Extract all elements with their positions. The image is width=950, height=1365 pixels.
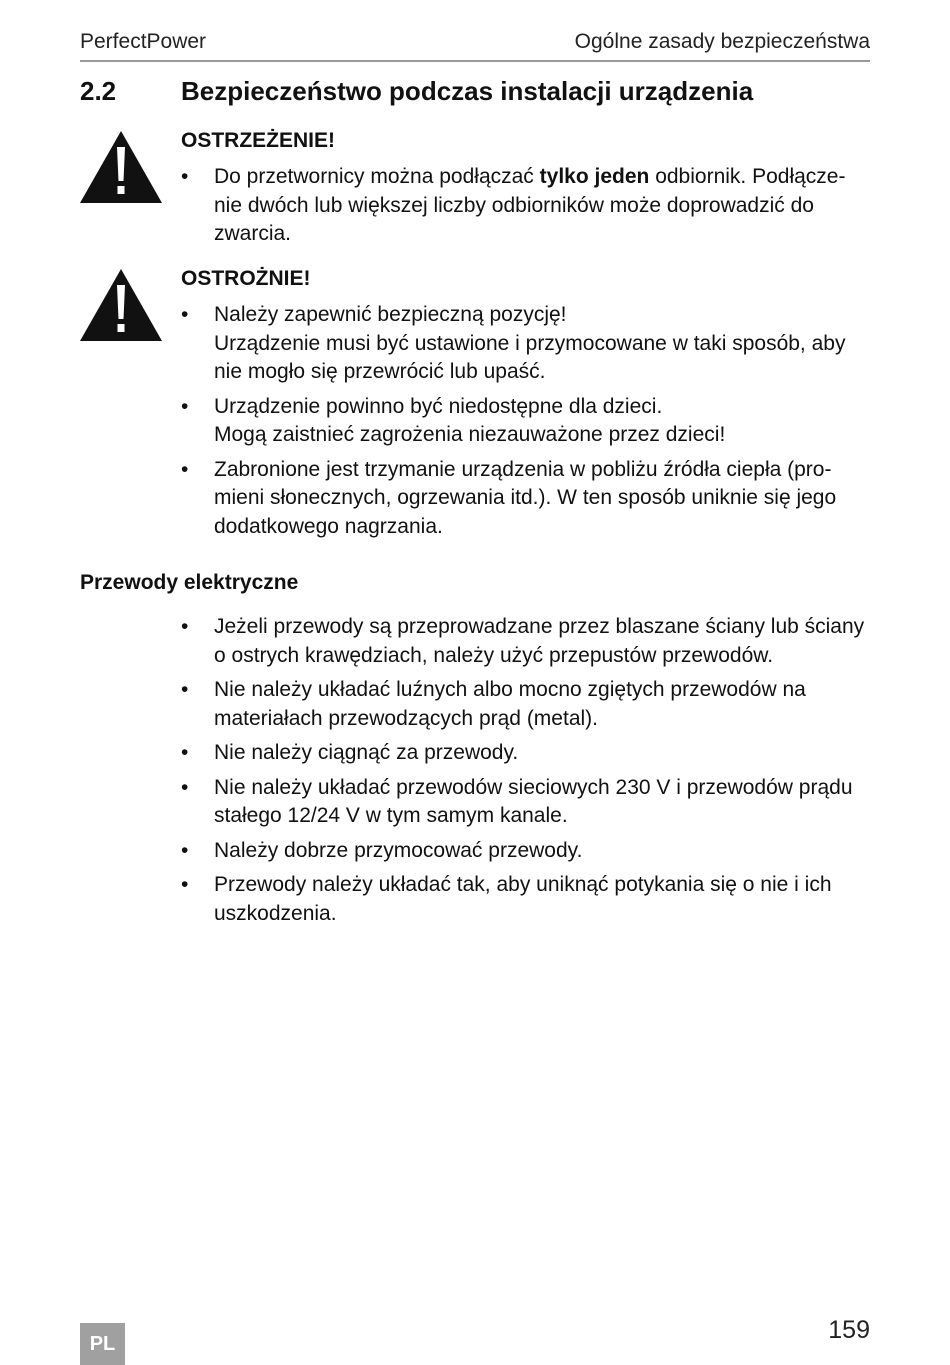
list-item-line: Urządzenie powinno być niedostępne dla dzieci. (214, 394, 663, 418)
warning-triangle-icon (80, 269, 162, 341)
list-item-line (214, 163, 873, 192)
list-item-line: Należy zapewnić bezpieczną pozycję! (214, 303, 567, 326)
list-item-line: Zabronione jest trzymanie urządzenia w pobliżu źródła ciepła (pro- (214, 457, 832, 481)
language-tab: PL (80, 1323, 125, 1365)
warning-triangle-icon (80, 131, 162, 203)
header-chapter-title: Ogólne zasady bezpieczeństwa (574, 30, 870, 53)
list-item (181, 613, 873, 670)
list-item (181, 676, 873, 733)
list-item-line: materiałach przewodzących prąd (metal). (214, 706, 598, 730)
cables-block (181, 613, 873, 934)
cables-list (181, 613, 873, 928)
list-item-line: Nie należy układać luźnych albo mocno zgiętych przewodów na (214, 678, 806, 701)
list-item-line: Mogą zaistnieć zagrożenia niezauważone przez dzieci! (214, 423, 726, 446)
section-title-text: Bezpieczeństwo podczas instalacji urządzenia (181, 76, 754, 106)
list-item-line: uszkodzenia. (214, 901, 337, 925)
bullet-mark: • (181, 741, 189, 764)
list-item (181, 456, 873, 542)
caution-heading: OSTROŻNIE! (181, 267, 311, 290)
list-item (181, 163, 873, 249)
cables-heading: Przewody elektryczne (80, 571, 299, 594)
bullet-mark: • (181, 457, 189, 481)
warning-block (181, 127, 873, 255)
bullet-mark: • (181, 775, 189, 799)
bullet-mark: • (181, 303, 189, 326)
bullet-mark: • (181, 838, 189, 862)
bullet-mark: • (181, 615, 189, 638)
list-item (181, 739, 873, 768)
list-item (181, 774, 873, 831)
caution-list (181, 301, 873, 541)
list-item-line: Urządzenie musi być ustawione i przymocowane w taki sposób, aby (214, 331, 846, 355)
header-product-name: PerfectPower (80, 30, 207, 53)
list-item-line: o ostrych krawędziach, należy użyć przepustów przewodów. (214, 643, 774, 667)
bullet-mark: • (181, 165, 189, 188)
page-number: 159 (828, 1316, 870, 1344)
list-item-line: mieni słonecznych, ogrzewania itd.). W ten sposób uniknie się jego (214, 486, 837, 509)
list-item-line: nie mogło się przewrócić lub upaść. (214, 360, 546, 383)
list-item-line: Jeżeli przewody są przeprowadzane przez blaszane ściany lub ściany (214, 615, 865, 638)
list-item-line: Nie należy układać przewodów sieciowych 230 V i przewodów prądu (214, 775, 853, 799)
bullet-mark: • (181, 678, 189, 701)
bullet-mark: • (181, 394, 189, 418)
section-title (80, 76, 753, 107)
caution-block (181, 265, 873, 547)
list-item-line: Nie należy ciągnąć za przewody. (214, 741, 519, 764)
section-number: 2.2 (80, 76, 117, 106)
list-item-line: Przewody należy układać tak, aby uniknąć potykania się o nie i ich (214, 873, 832, 896)
list-item-line: zwarcia. (214, 222, 292, 245)
warning-heading: OSTRZEŻENIE! (181, 129, 336, 152)
list-item (181, 301, 873, 387)
list-item (181, 393, 873, 450)
list-item-line: Należy dobrze przymocować przewody. (214, 838, 583, 862)
text-segment: odbiornik. Podłącze- (649, 165, 846, 188)
list-item (181, 871, 873, 928)
text-segment: Do przetwornicy można podłączać (214, 165, 540, 188)
warning-list (181, 163, 873, 249)
bullet-mark: • (181, 873, 189, 896)
list-item-line: dodatkowego nagrzania. (214, 514, 443, 538)
list-item-line: stałego 12/24 V w tym samym kanale. (214, 804, 568, 827)
bold-text: tylko jeden (539, 165, 650, 188)
page-header (80, 28, 870, 62)
list-item (181, 837, 873, 866)
list-item-line: nie dwóch lub większej liczby odbiorników może doprowadzić do (214, 193, 814, 217)
